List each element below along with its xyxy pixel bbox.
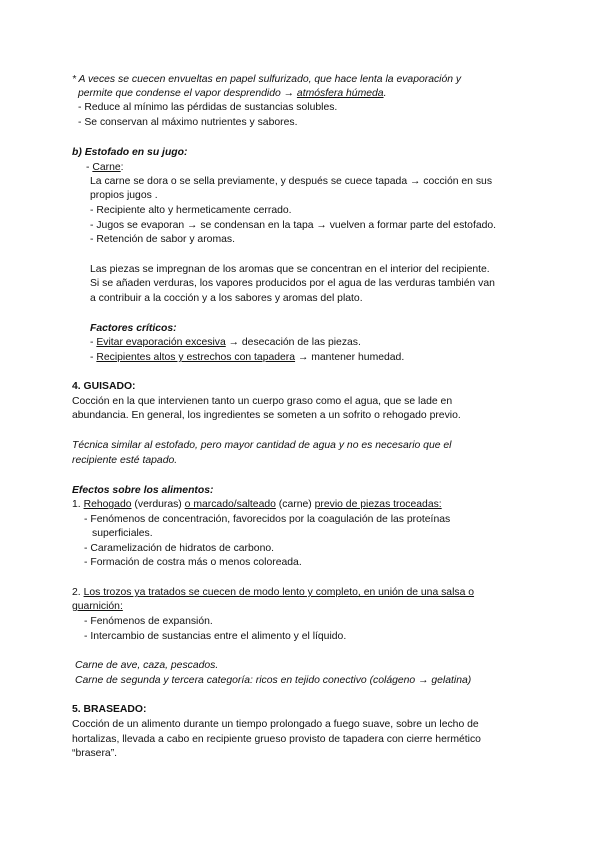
- guisado-para-line-2: abundancia. En general, los ingredientes se someten a un sofrito o rehogado previo.: [72, 410, 461, 421]
- efecto-1-sub-1b: superficiales.: [92, 528, 153, 539]
- efecto-2-title-line-2: guarnición:: [72, 601, 123, 612]
- efecto-1-sub-2: - Caramelización de hidratos de carbono.: [84, 543, 275, 554]
- intro-note-period: .: [383, 88, 387, 99]
- piezas-troceadas-term: previo de piezas troceadas:: [314, 499, 442, 510]
- factor-2-dash: -: [90, 352, 97, 363]
- factores-criticos-heading: Factores críticos:: [90, 323, 177, 334]
- guisado-note-line-2: recipiente esté tapado.: [72, 455, 178, 466]
- efecto-1-sub-1a: - Fenómenos de concentración, favorecidos por la coagulación de las proteínas: [84, 514, 451, 525]
- factor-2: [90, 351, 404, 364]
- braseado-heading: 5. BRASEADO:: [72, 704, 147, 715]
- estofado-heading: b) Estofado en su jugo:: [72, 147, 188, 158]
- estofado-bullet-1: - Recipiente alto y hermeticamente cerrado.: [90, 205, 292, 216]
- braseado-para-line-3: “brasera”.: [72, 748, 118, 759]
- carne-label: Carne: [92, 162, 121, 173]
- carne-dash: -: [86, 162, 93, 173]
- braseado-para-line-2: hortalizas, llevada a cabo en recipiente grueso provisto de tapadera con cierre hermético: [72, 734, 481, 745]
- factor-1: [90, 336, 361, 349]
- estofado-para-line-3: a contribuir a la cocción y a los sabores y aromas del plato.: [90, 293, 363, 304]
- intro-bullet-1: - Reduce al mínimo las pérdidas de sustancias solubles.: [78, 102, 338, 113]
- carne-desc-line-1: La carne se dora o se sella previamente, y después se cuece tapada → cocción en sus: [90, 176, 493, 187]
- efecto-2-title-line-1: [72, 586, 474, 599]
- efecto-2-number: 2.: [72, 587, 84, 598]
- factor-2-term: Recipientes altos y estrechos con tapadera: [96, 352, 296, 363]
- efecto-1-sub-3: - Formación de costra más o menos coloreada.: [84, 557, 302, 568]
- marcado-salteado-term: o marcado/salteado: [184, 499, 276, 510]
- efecto-2-text: Los trozos ya tratados se cuecen de modo lento y completo, en unión de una salsa o: [83, 587, 475, 598]
- estofado-bullet-3: - Retención de sabor y aromas.: [90, 234, 235, 245]
- carnes-note-line-1: Carne de ave, caza, pescados.: [75, 660, 219, 671]
- factor-1-effect: → desecación de las piezas.: [225, 337, 361, 348]
- guisado-heading: 4. GUISADO:: [72, 381, 136, 392]
- factor-1-term: Evitar evaporación excesiva: [96, 337, 226, 348]
- guisado-para-line-1: Cocción en la que intervienen tanto un cuerpo graso como el agua, que se lade en: [72, 396, 453, 407]
- efecto-2-sub-1: - Fenómenos de expansión.: [84, 616, 213, 627]
- atmosfera-humeda-term: atmósfera húmeda: [296, 88, 384, 99]
- estofado-para-line-2: Si se añaden verduras, los vapores producidos por el agua de las verduras también van: [90, 278, 495, 289]
- carnes-note-line-2: Carne de segunda y tercera categoría: ricos en tejido conectivo (colágeno → gelatina): [75, 675, 472, 686]
- estofado-para-line-1: Las piezas se impregnan de los aromas que se concentran en el interior del recipiente.: [90, 264, 490, 275]
- braseado-para-line-1: Cocción de un alimento durante un tiempo prolongado a fuego suave, sobre un lecho de: [72, 719, 479, 730]
- verduras-text: (verduras): [131, 499, 185, 510]
- efecto-2-sub-2: - Intercambio de sustancias entre el alimento y el líquido.: [84, 631, 347, 642]
- carne-colon: :: [120, 162, 124, 173]
- factor-2-effect: → mantener humedad.: [295, 352, 405, 363]
- intro-note-line-2: [78, 87, 386, 100]
- estofado-bullet-2: - Jugos se evaporan → se condensan en la tapa → vuelven a formar parte del estofado.: [90, 220, 497, 231]
- efectos-heading: Efectos sobre los alimentos:: [72, 485, 214, 496]
- guisado-note-line-1: Técnica similar al estofado, pero mayor cantidad de agua y no es necesario que el: [72, 440, 452, 451]
- carne-text: (carne): [275, 499, 315, 510]
- intro-note-line-1: * A veces se cuecen envueltas en papel sulfurizado, que hace lenta la evaporación y: [72, 74, 462, 85]
- efecto-1-number: 1.: [72, 499, 84, 510]
- carne-desc-line-2: propios jugos .: [90, 190, 158, 201]
- efecto-1-title: [72, 498, 442, 511]
- intro-bullet-2: - Se conservan al máximo nutrientes y sabores.: [78, 117, 298, 128]
- factor-1-dash: -: [90, 337, 97, 348]
- carne-label-line: [86, 161, 124, 174]
- intro-note-text: permite que condense el vapor desprendido →: [78, 88, 297, 99]
- rehogado-term: Rehogado: [83, 499, 132, 510]
